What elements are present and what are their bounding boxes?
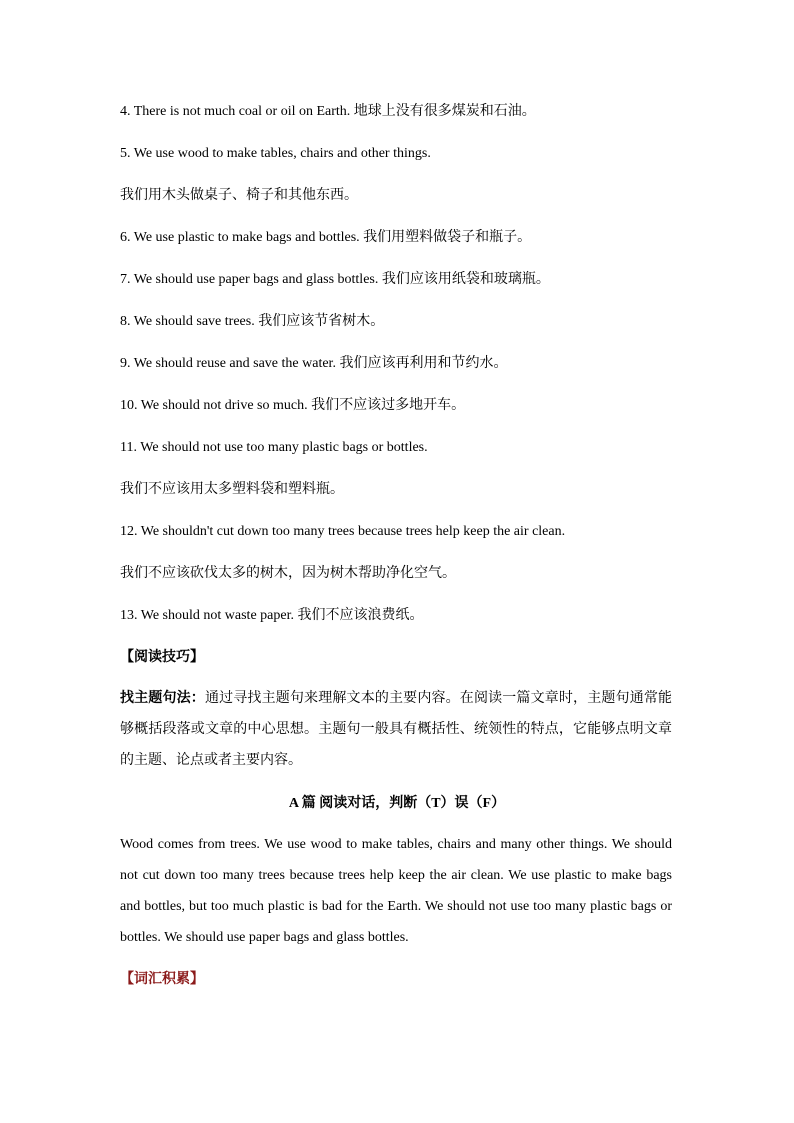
reading-tips-text: 通过寻找主题句来理解文本的主要内容。在阅读一篇文章时，主题句通常能够概括段落或文章的中心思想。主题句一般具有概括性、统领性的特点，它能够点明文章的主题、论点或者主要内容。 bbox=[120, 691, 673, 768]
sentence-9: 9. We should reuse and save the water. 我们应该再利用和节约水。 bbox=[120, 356, 508, 371]
reading-tips-paragraph bbox=[120, 683, 672, 776]
sentence-8: 8. We should save trees. 我们应该节省树木。 bbox=[120, 314, 385, 329]
sentence-11-translation: 我们不应该用太多塑料袋和塑料瓶。 bbox=[120, 482, 344, 497]
vocab-heading: 【词汇积累】 bbox=[120, 972, 204, 987]
sentence-11: 11. We should not use too many plastic bags or bottles. bbox=[120, 440, 428, 455]
section-a-passage: Wood comes from trees. We use wood to make tables, chairs and many other things. We should not cut down too many trees because trees help keep the air clean. We use plastic to make bags and bottles, but too much plastic is bad for the Earth. We should not use too many plastic bags or bottles. We should use paper bags and glass bottles. bbox=[120, 837, 672, 945]
section-a-title: A 篇 阅读对话，判断（T）误（F） bbox=[288, 796, 506, 811]
reading-tips-term: 找主题句法： bbox=[120, 691, 205, 706]
sentence-10: 10. We should not drive so much. 我们不应该过多地开车。 bbox=[120, 398, 466, 413]
sentence-5-translation: 我们用木头做桌子、椅子和其他东西。 bbox=[120, 188, 358, 203]
sentence-12: 12. We shouldn't cut down too many trees because trees help keep the air clean. bbox=[120, 524, 566, 539]
sentence-7: 7. We should use paper bags and glass bottles. 我们应该用纸袋和玻璃瓶。 bbox=[120, 272, 550, 287]
reading-tips-heading: 【阅读技巧】 bbox=[120, 650, 204, 665]
sentence-5: 5. We use wood to make tables, chairs and other things. bbox=[120, 146, 431, 161]
sentence-13: 13. We should not waste paper. 我们不应该浪费纸。 bbox=[120, 608, 424, 623]
sentence-12-translation: 我们不应该砍伐太多的树木，因为树木帮助净化空气。 bbox=[120, 566, 456, 581]
sentence-4: 4. There is not much coal or oil on Earth. 地球上没有很多煤炭和石油。 bbox=[120, 104, 536, 119]
sentence-6: 6. We use plastic to make bags and bottles. 我们用塑料做袋子和瓶子。 bbox=[120, 230, 532, 245]
